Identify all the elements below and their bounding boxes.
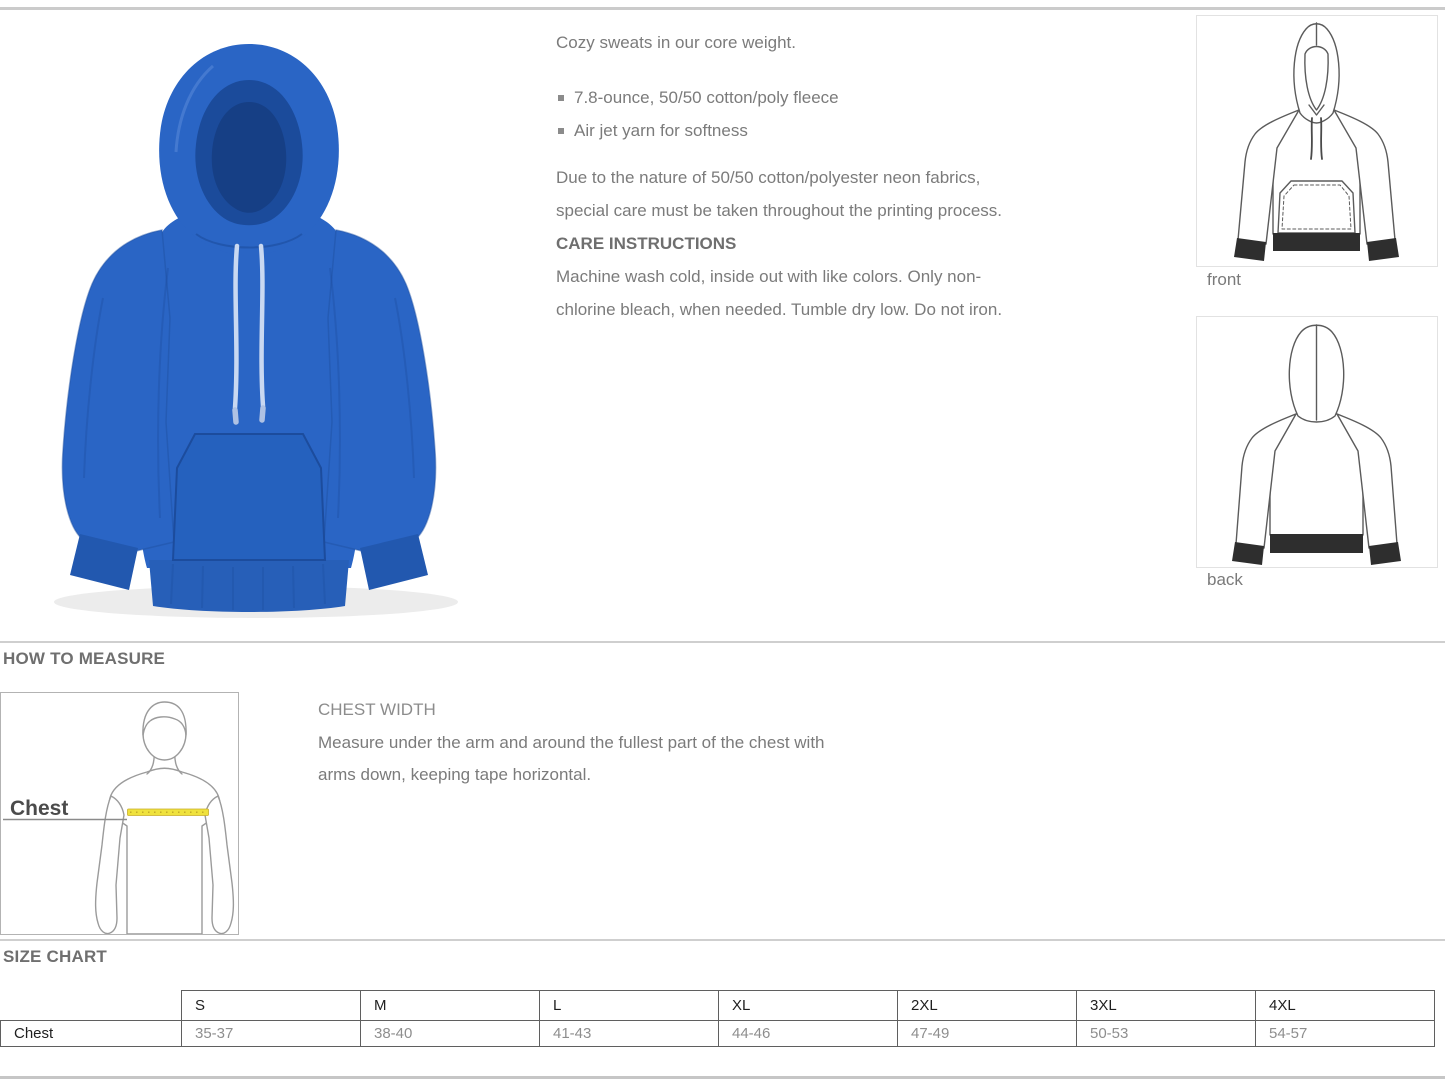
back-view-label: back (1207, 570, 1243, 589)
blue-hoodie-product-photo-icon (8, 18, 490, 632)
chest-width-instructions: Measure under the arm and around the fullest part of the chest with arms down, keeping tape horizontal. (318, 733, 825, 784)
front-view-thumbnail[interactable] (1196, 15, 1438, 267)
size-column-header: 2XL (898, 991, 1077, 1021)
size-value-cell: 47-49 (898, 1021, 1077, 1047)
size-value-cell: 35-37 (182, 1021, 361, 1047)
product-description (556, 26, 1030, 326)
how-to-measure-heading: HOW TO MEASURE (3, 649, 166, 668)
front-view-label: front (1207, 270, 1242, 289)
back-view-thumbnail[interactable] (1196, 316, 1438, 568)
chest-width-title: CHEST WIDTH (318, 700, 436, 719)
chest-measurement-figure-icon (1, 693, 238, 934)
chest-measure-diagram (0, 692, 239, 935)
hoodie-front-line-drawing-icon (1197, 16, 1437, 266)
size-section-divider (0, 939, 1445, 941)
size-value-cell: 38-40 (361, 1021, 540, 1047)
size-value-cell: 41-43 (540, 1021, 719, 1047)
size-column-header: M (361, 991, 540, 1021)
feature-bullet: 7.8-ounce, 50/50 cotton/poly fleece (556, 81, 1030, 114)
hoodie-back-line-drawing-icon (1197, 317, 1437, 567)
size-column-header: S (182, 991, 361, 1021)
size-chart-chest-row (1, 1021, 1435, 1047)
size-value-cell: 44-46 (719, 1021, 898, 1047)
feature-bullet: Air jet yarn for softness (556, 114, 1030, 147)
size-column-header: XL (719, 991, 898, 1021)
chest-diagram-label: Chest (10, 797, 69, 820)
care-instructions-heading: CARE INSTRUCTIONS (556, 234, 737, 253)
product-intro: Cozy sweats in our core weight. (556, 33, 796, 52)
care-instructions-text: Machine wash cold, inside out with like colors. Only non-chlorine bleach, when needed. Tumble dry low. Do not iron. (556, 267, 1003, 319)
size-chart-header-row (1, 991, 1435, 1021)
size-chart-heading: SIZE CHART (3, 947, 107, 966)
measure-section-divider (0, 641, 1445, 643)
size-chart-corner-cell (1, 991, 182, 1021)
size-column-header: 4XL (1256, 991, 1435, 1021)
size-column-header: L (540, 991, 719, 1021)
top-divider (0, 7, 1445, 10)
feature-list (556, 81, 1030, 147)
size-column-header: 3XL (1077, 991, 1256, 1021)
bottom-divider (0, 1076, 1445, 1079)
product-photo (8, 18, 490, 632)
size-row-label: Chest (1, 1021, 182, 1047)
chest-width-block (318, 694, 833, 791)
size-value-cell: 54-57 (1256, 1021, 1435, 1047)
size-value-cell: 50-53 (1077, 1021, 1256, 1047)
printing-note: Due to the nature of 50/50 cotton/polyester neon fabrics, special care must be taken throughout the printing process. (556, 168, 1003, 220)
size-chart-table (0, 990, 1435, 1047)
